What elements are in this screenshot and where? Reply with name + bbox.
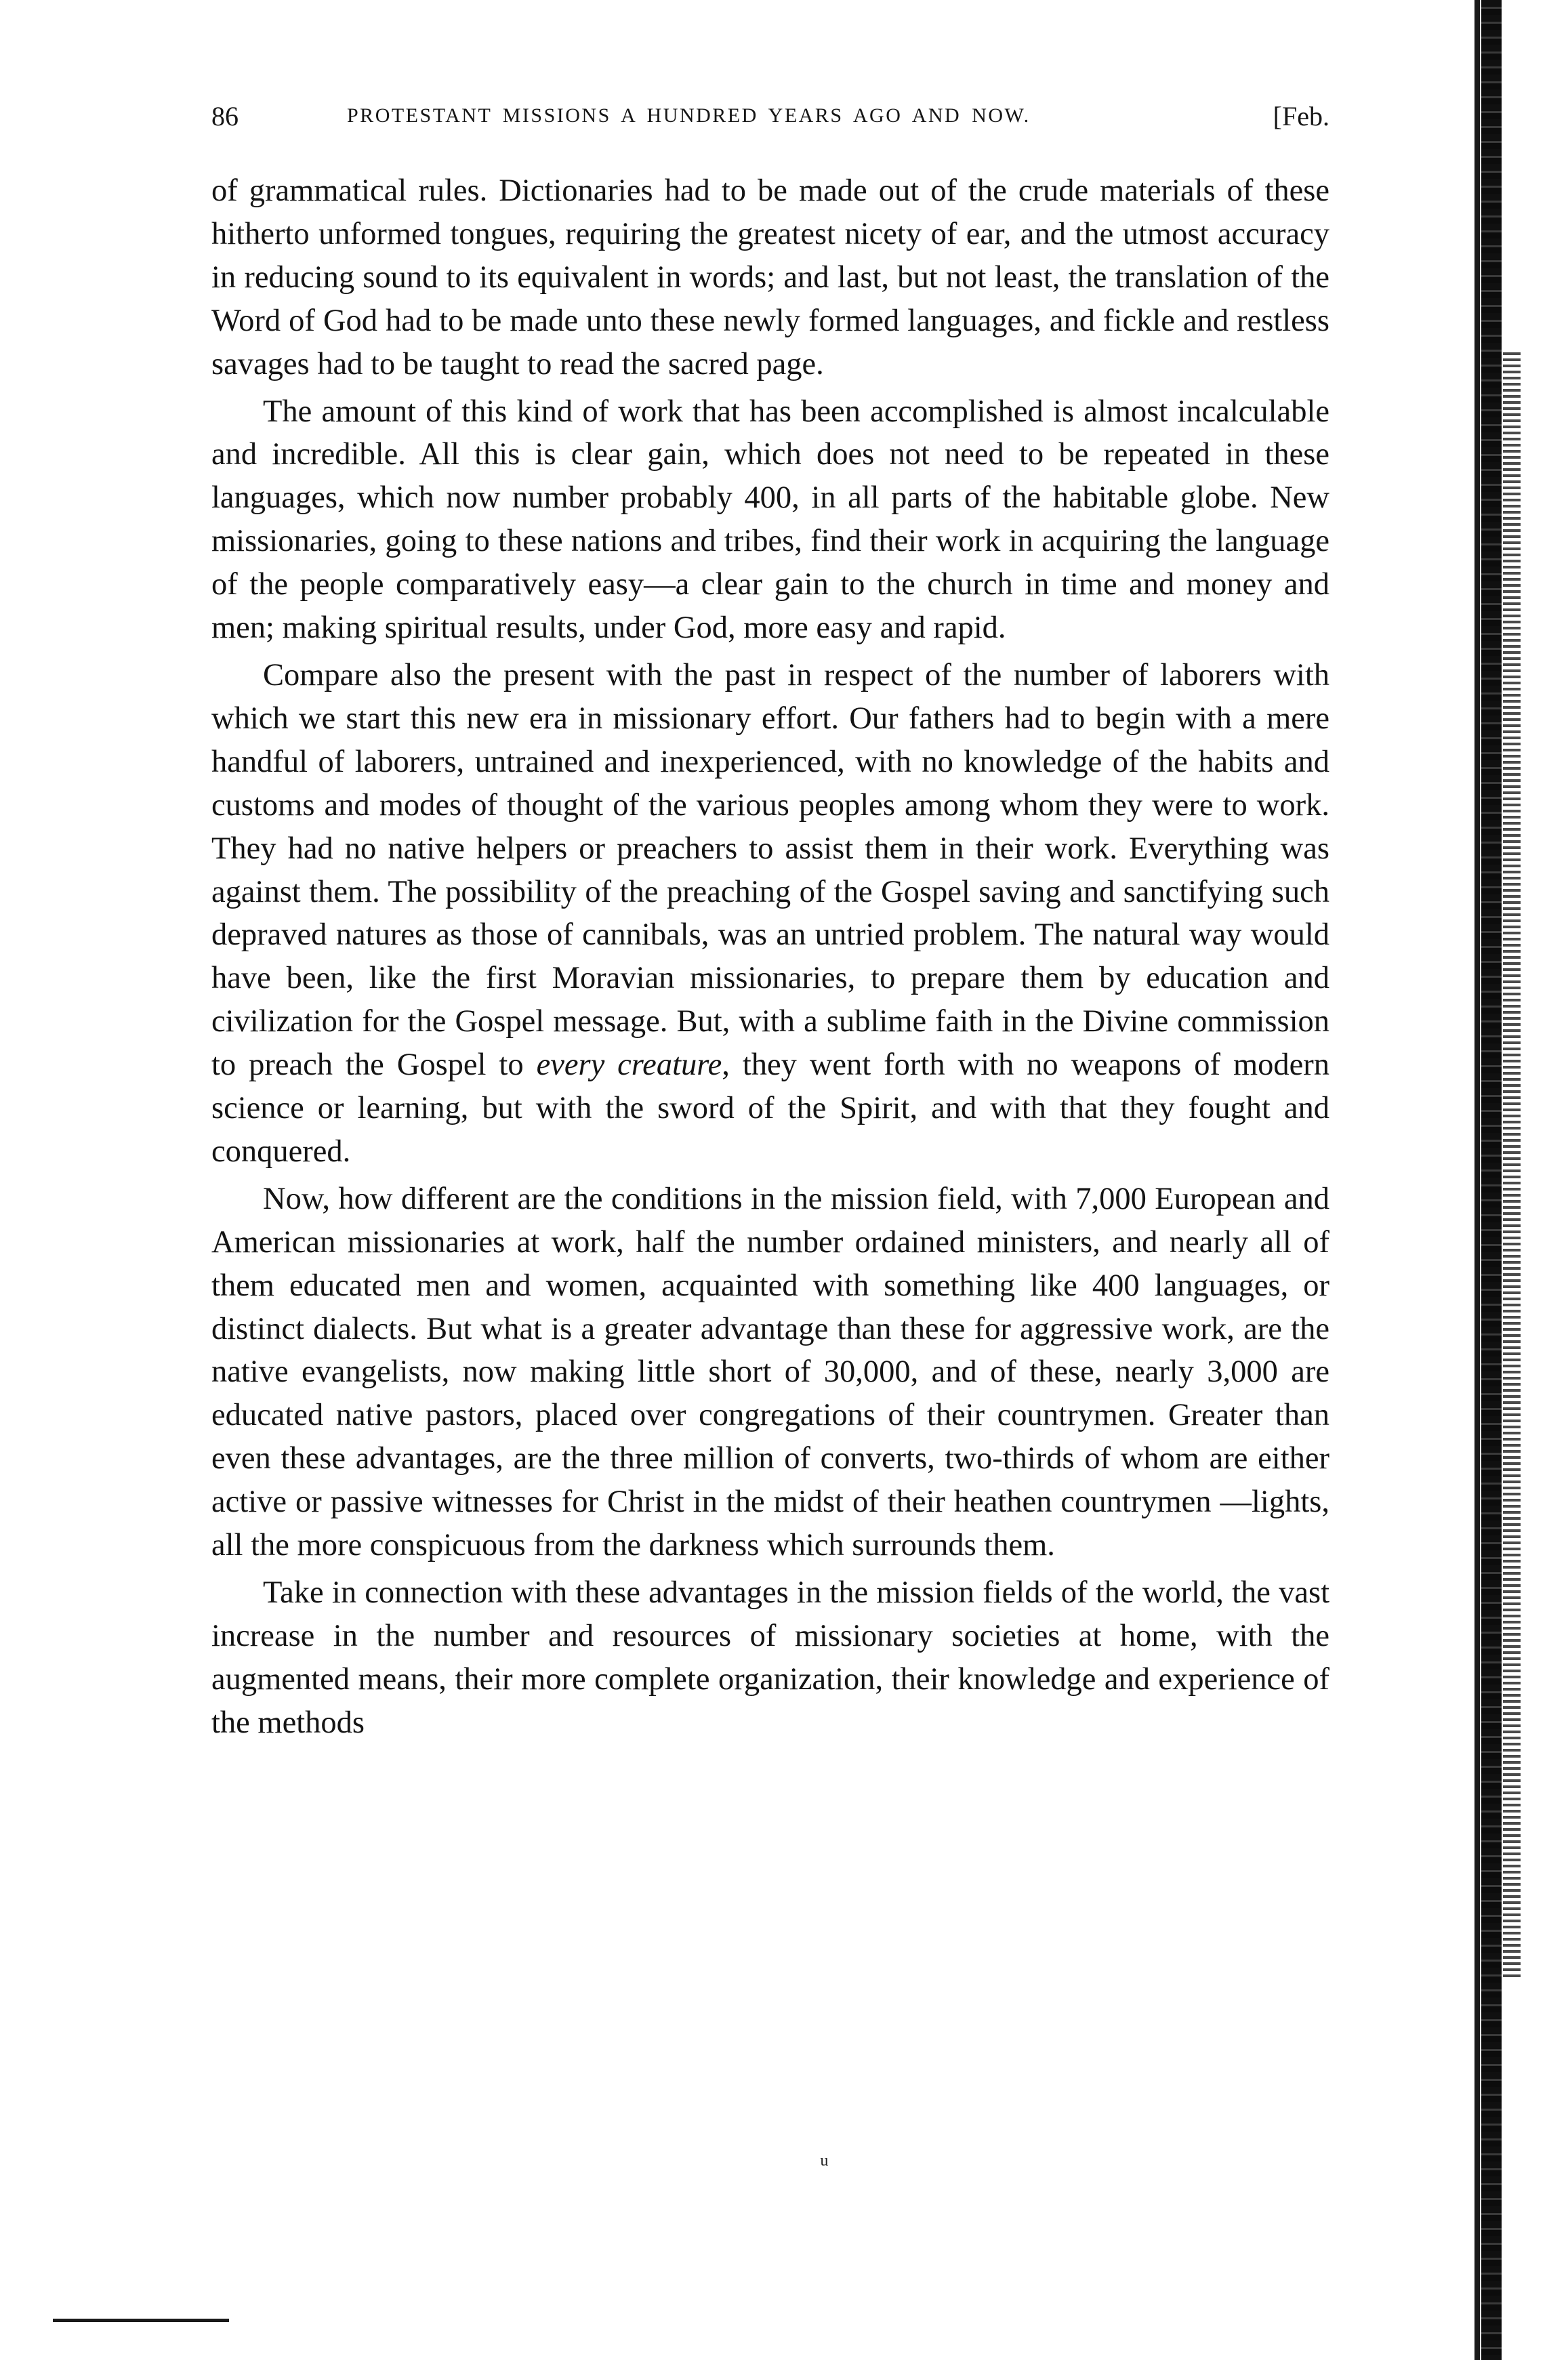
paragraph-text: Compare also the present with the past in respect of the number of laborers with which we start this new era in missionary effort. Our fathers had to begin with a mere handful of laborers, untrained and inexperienced, with no knowledge of the habits and customs and modes of thought of the various peoples among whom they were to work. They had no native helpers or preachers to assist them in their work. Everything was against them. The possibility of the preaching of the Gospel saving and sanctifying such depraved natures as those of cannibals, was an untried problem. The natural way would have been, like the first Moravian missionaries, to prepare them by education and civilization for the Gospel message. But, with a sublime faith in the Divine commission to preach the Gospel to [211,657,1329,1083]
paragraph-continued: of grammatical rules. Dictionaries had to be made out of the crude materials of these hitherto unformed tongues, requiring the greatest nicety of ear, and the utmost accuracy in reducing sound to its equivalent in words; and last, but not least, the translation of the Word of God had to be made unto these newly formed languages, and fickle and restless savages had to be taught to read the sacred page. [211,173,1329,381]
emphasized-phrase: every creature [536,1048,722,1083]
paragraph [211,654,1329,1174]
issue-month: [Feb. [1273,101,1329,131]
page-edge-binding [1481,0,1502,2360]
page-edge-shadow [1474,0,1480,2360]
footer-rule [53,2319,229,2322]
running-header [211,100,1329,141]
paragraph: Now, how different are the conditions in the mission field, with 7,000 European and American missionaries at work, half the number ordained ministers, and nearly all of them educated men and women, acquainted with something like 400 languages, or distinct dialects. But what is a greater advantage than these for aggressive work, are the native evangelists, now making little short of 30,000, and of these, nearly 3,000 are educated native pastors, placed over congregations of their countrymen. Greater than even these advantages, are the three million of converts, two-thirds of whom are either active or passive witnesses for Christ in the midst of their heathen countrymen —lights, all the more conspicuous from the darkness which surrounds them. [211,1181,1329,1563]
printer-mark: ᵘ [820,2149,829,2179]
paragraph: The amount of this kind of work that has been accomplished is almost incalculable and incredible. All this is clear gain, which does not need to be repeated in these languages, which now number probably 400, in all parts of the habitable globe. New missionaries, going to these nations and tribes, find their work in acquiring the language of the people comparatively easy—a clear gain to the church in time and money and men; making spiritual results, under God, more easy and rapid. [211,394,1329,646]
article-body [211,169,1329,1745]
page-number: 86 [211,101,239,131]
page-edge-texture [1503,352,1521,1979]
running-title: PROTESTANT MISSIONS A HUNDRED YEARS AGO AND NOW. [347,104,1031,127]
paragraph: Take in connection with these advantages in the mission fields of the world, the vast increase in the number and resources of missionary societies at home, with the augmented means, their more complete organization, their knowledge and experience of the methods [211,1575,1329,1740]
paragraph-text-tail: , they went forth with no weapons of modern science or learning, but with the sword of the Spirit, and with that they fought and conquered. [211,1048,1329,1169]
